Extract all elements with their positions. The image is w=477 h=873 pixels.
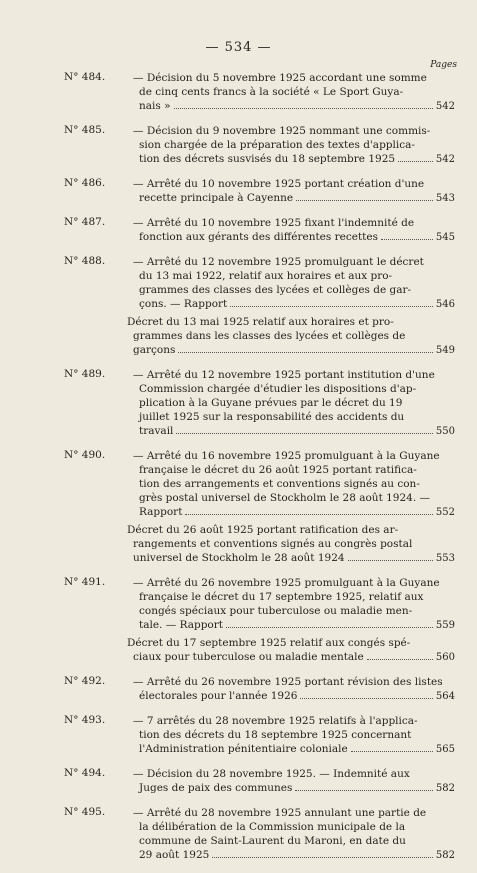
toc-entry bbox=[0, 806, 477, 863]
entry-line-text: nais » bbox=[139, 100, 171, 112]
entry-sub-line bbox=[133, 343, 455, 358]
entry-line: grès postal universel de Stockholm le 28 août 1924. — bbox=[139, 492, 431, 504]
leader-dots bbox=[295, 782, 432, 791]
leader-dots bbox=[212, 849, 433, 858]
entry-line: tion des arrangements et conventions signés au con- bbox=[139, 478, 420, 490]
pages-column-label: Pages bbox=[430, 60, 457, 70]
entry-line-text: garçons bbox=[133, 344, 176, 356]
leader-dots bbox=[230, 298, 433, 307]
toc-entry bbox=[0, 449, 477, 566]
entry-line bbox=[139, 191, 455, 206]
toc-entry bbox=[0, 576, 477, 665]
page-reference: 553 bbox=[435, 553, 455, 564]
page-reference: 559 bbox=[435, 620, 455, 631]
leader-dots bbox=[174, 100, 433, 109]
entry-line-text: 29 août 1925 bbox=[139, 849, 210, 861]
entry-line bbox=[139, 152, 455, 167]
entry-number: N° 484. bbox=[64, 71, 106, 83]
leader-dots bbox=[381, 231, 433, 240]
entry-line bbox=[139, 618, 455, 633]
leader-dots bbox=[367, 651, 433, 660]
entry-line: congés spéciaux pour tuberculose ou maladie men- bbox=[139, 605, 413, 617]
toc-entry bbox=[0, 714, 477, 757]
entry-line: grammes des classes des lycées et collèges de gar- bbox=[139, 284, 412, 296]
leader-dots bbox=[398, 153, 433, 162]
page-reference: 550 bbox=[435, 426, 455, 437]
entry-line-text: universel de Stockholm le 28 août 1924 bbox=[133, 552, 345, 564]
page-reference: 565 bbox=[435, 744, 455, 755]
entry-number: N° 489. bbox=[64, 368, 106, 380]
leader-dots bbox=[178, 344, 433, 353]
entry-line-text: tale. — Rapport bbox=[139, 619, 223, 631]
entry-line: de cinq cents francs à la société « Le Sport Guya- bbox=[139, 86, 404, 98]
entry-line bbox=[139, 505, 455, 520]
toc-entry bbox=[0, 216, 477, 245]
entry-line: — Décision du 28 novembre 1925. — Indemnité aux bbox=[133, 768, 410, 780]
entry-line: — Arrêté du 16 novembre 1925 promulguant à la Guyane bbox=[133, 450, 440, 462]
entry-line bbox=[139, 230, 455, 245]
entry-line: — Arrêté du 10 novembre 1925 fixant l'indemnité de bbox=[133, 217, 415, 229]
toc-entry bbox=[0, 368, 477, 439]
page-reference: 582 bbox=[435, 850, 455, 861]
entry-number: N° 492. bbox=[64, 675, 106, 687]
entry-sub-line: Décret du 13 mai 1925 relatif aux horaires et pro- bbox=[127, 316, 394, 328]
entry-number: N° 494. bbox=[64, 767, 106, 779]
entry-line-text: Rapport bbox=[139, 506, 183, 518]
page-reference: 542 bbox=[435, 101, 455, 112]
page-reference: 546 bbox=[435, 299, 455, 310]
entry-line bbox=[139, 297, 455, 312]
entry-sub-line bbox=[133, 551, 455, 566]
entry-sub-item bbox=[127, 636, 455, 665]
entry-sub-line: Décret du 17 septembre 1925 relatif aux congés spé- bbox=[127, 637, 411, 649]
entry-line-text: électorales pour l'année 1926 bbox=[139, 690, 298, 702]
entry-line-text: l'Administration pénitentiaire coloniale bbox=[139, 743, 348, 755]
entry-line: commune de Saint-Laurent du Maroni, en date du bbox=[139, 835, 406, 847]
entry-line-text: ciaux pour tuberculose ou maladie mentale bbox=[133, 651, 364, 663]
entry-line: Commission chargée d'étudier les dispositions d'ap- bbox=[139, 383, 417, 395]
entry-line bbox=[139, 689, 455, 704]
page-reference: 542 bbox=[435, 154, 455, 165]
entry-line: — 7 arrêtés du 28 novembre 1925 relatifs à l'applica- bbox=[133, 715, 418, 727]
entry-line: — Arrêté du 26 novembre 1925 portant révision des listes bbox=[133, 676, 443, 688]
toc-entry bbox=[0, 675, 477, 704]
entry-line-text: tion des décrets susvisés du 18 septembre 1925 bbox=[139, 153, 396, 165]
entry-line: française le décret du 26 août 1925 portant ratifica- bbox=[139, 464, 417, 476]
leader-dots bbox=[176, 425, 432, 434]
toc-entry bbox=[0, 255, 477, 358]
entry-line-text: fonction aux gérants des différentes recettes bbox=[139, 231, 378, 243]
page-number: — 534 — bbox=[205, 40, 272, 55]
entry-sub-line: rangements et conventions signés au congrès postal bbox=[133, 538, 413, 550]
entry-sub-line: grammes dans les classes des lycées et collèges de bbox=[133, 330, 406, 342]
entry-number: N° 485. bbox=[64, 124, 106, 136]
page-reference: 564 bbox=[435, 691, 455, 702]
leader-dots bbox=[185, 506, 432, 515]
leader-dots bbox=[226, 619, 433, 628]
entry-line: juillet 1925 sur la responsabilité des accidents du bbox=[139, 411, 405, 423]
page-reference: 543 bbox=[435, 193, 455, 204]
entry-sub-line bbox=[133, 650, 455, 665]
entry-sub-item bbox=[127, 315, 455, 358]
entry-number: N° 488. bbox=[64, 255, 106, 267]
entry-number: N° 495. bbox=[64, 806, 106, 818]
entry-line-text: Juges de paix des communes bbox=[139, 782, 293, 794]
entry-number: N° 493. bbox=[64, 714, 106, 726]
entry-line: — Arrêté du 26 novembre 1925 promulguant à la Guyane bbox=[133, 577, 440, 589]
page-reference: 552 bbox=[435, 507, 455, 518]
entry-line: — Décision du 9 novembre 1925 nommant une commis- bbox=[133, 125, 431, 137]
entry-line: — Arrêté du 10 novembre 1925 portant création d'une bbox=[133, 178, 425, 190]
toc-entry bbox=[0, 767, 477, 796]
leader-dots bbox=[351, 743, 433, 752]
toc-entry bbox=[0, 71, 477, 114]
entry-line: la délibération de la Commission municipale de la bbox=[139, 821, 406, 833]
entry-line bbox=[139, 781, 455, 796]
page-reference: 560 bbox=[435, 652, 455, 663]
entry-number: N° 491. bbox=[64, 576, 106, 588]
entry-line: — Décision du 5 novembre 1925 accordant une somme bbox=[133, 72, 427, 84]
leader-dots bbox=[296, 192, 433, 201]
entry-line: du 13 mai 1922, relatif aux horaires et aux pro- bbox=[139, 270, 393, 282]
toc-entry bbox=[0, 177, 477, 206]
page-reference: 545 bbox=[435, 232, 455, 243]
entry-line: — Arrêté du 12 novembre 1925 portant institution d'une bbox=[133, 369, 435, 381]
entry-line: — Arrêté du 28 novembre 1925 annulant une partie de bbox=[133, 807, 427, 819]
leader-dots bbox=[300, 690, 432, 699]
entry-line: française le décret du 17 septembre 1925, relatif aux bbox=[139, 591, 424, 603]
leader-dots bbox=[348, 552, 433, 561]
entry-line: plication à la Guyane prévues par le décret du 19 bbox=[139, 397, 403, 409]
entry-line: tion des décrets du 18 septembre 1925 concernant bbox=[139, 729, 412, 741]
entry-line bbox=[139, 742, 455, 757]
entry-number: N° 486. bbox=[64, 177, 106, 189]
entry-line: — Arrêté du 12 novembre 1925 promulguant le décret bbox=[133, 256, 424, 268]
entry-number: N° 487. bbox=[64, 216, 106, 228]
entry-sub-line: Décret du 26 août 1925 portant ratification des ar- bbox=[127, 524, 399, 536]
entry-line: sion chargée de la préparation des textes d'applica- bbox=[139, 139, 415, 151]
table-of-contents bbox=[0, 71, 477, 873]
entry-line-text: recette principale à Cayenne bbox=[139, 192, 294, 204]
entry-line bbox=[139, 99, 455, 114]
entry-line-text: çons. — Rapport bbox=[139, 298, 228, 310]
entry-line bbox=[139, 424, 455, 439]
entry-line bbox=[139, 848, 455, 863]
entry-number: N° 490. bbox=[64, 449, 106, 461]
entry-line-text: travail bbox=[139, 425, 174, 437]
entry-sub-item bbox=[127, 523, 455, 566]
page-reference: 549 bbox=[435, 345, 455, 356]
toc-entry bbox=[0, 124, 477, 167]
page-reference: 582 bbox=[435, 783, 455, 794]
